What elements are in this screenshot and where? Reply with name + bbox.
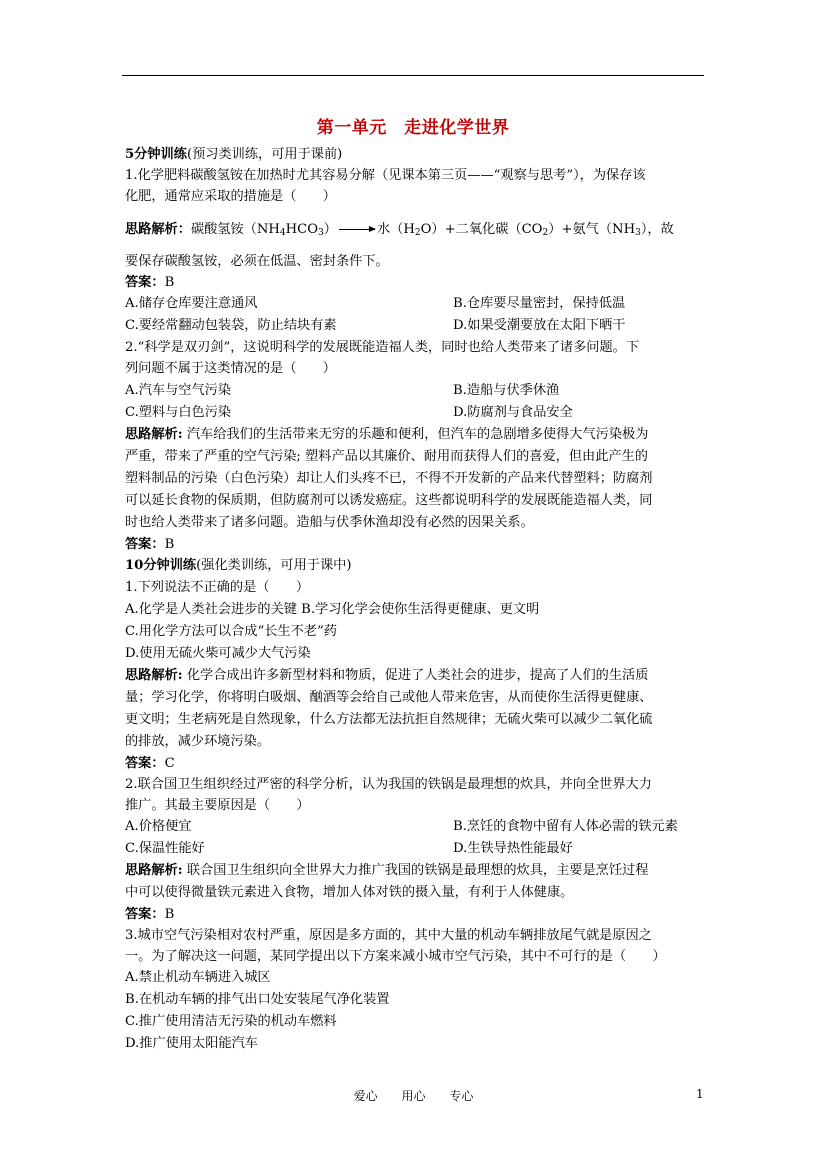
q2-line1: 2.“科学是双刃剑”，这说明科学的发展既能造福人类，同时也给人类带来了诸多问题。下 [125,340,639,355]
q3-analysis-line4: 的排放，减少环境污染。 [125,734,271,749]
q1-answer: 答案：B [125,275,175,290]
q2-option-c: C.塑料与白色污染 [125,405,232,420]
q2-analysis-line5: 时也给人类带来了诸多问题。造船与伏季休渔却没有必然的因果关系。 [125,515,534,530]
q5-line1: 3.城市空气污染相对农村严重，原因是多方面的，其中大量的机动车辆排放尾气就是原因之 [125,928,652,943]
q3-analysis-line2: 量；学习化学，你将明白吸烟、酗酒等会给自己或他人带来危害，从而使你生活得更健康、 [125,690,653,705]
q4-analysis-line1: 思路解析: 联合国卫生组织向全世界大力推广我国的铁锅是最理想的炊具，主要是烹饪过程 [125,863,649,878]
q3-line1: 1.下列说法不正确的是（ ） [125,580,310,595]
q5-option-c: C.推广使用清洁无污染的机动车燃料 [125,1014,337,1029]
q1-option-d: D.如果受潮要放在太阳下晒干 [453,318,626,333]
q5-option-a: A.禁止机动车辆进入城区 [125,970,271,985]
reaction-arrow-icon [339,229,375,230]
q2-option-a: A.汽车与空气污染 [125,383,232,398]
q4-line1: 2.联合国卫生组织经过严密的科学分析，认为我国的铁锅是最理想的炊具，并向全世界大力 [125,777,652,792]
q5-option-d: D.推广使用太阳能汽车 [125,1036,258,1051]
q3-option-c: C.用化学方法可以合成“长生不老”药 [125,624,337,639]
q3-option-d: D.使用无硫火柴可减少大气污染 [125,646,311,661]
q2-analysis-line1: 思路解析: 汽车给我们的生活带来无穷的乐趣和便利，但汽车的急剧增多使得大气污染极为 [125,427,649,442]
q4-answer: 答案：B [125,907,175,922]
q1-option-c: C.要经常翻动包装袋，防止结块有素 [125,318,337,333]
q1-option-a: A.储存仓库要注意通风 [125,296,258,311]
q4-option-a: A.价格便宜 [125,819,192,834]
q4-option-c: C.保温性能好 [125,841,205,856]
footer-word-1: 爱心 [353,1089,378,1103]
section-heading-10min: 10分钟训练(强化类训练，可用于课中) [125,558,352,573]
footer-word-2: 用心 [401,1089,426,1103]
page-title: 第一单元 走进化学世界 [316,118,510,138]
q2-analysis-line3: 塑料制品的污染（白色污染）却让人们头疼不已，不得不开发新的产品来代替塑料；防腐剂 [125,471,653,486]
q2-analysis-line2: 严重，带来了严重的空气污染; 塑料产品以其廉价、耐用而获得人们的喜爱，但由此产生的 [125,449,648,464]
q3-analysis-line1: 思路解析: 化学合成出许多新型材料和物质，促进了人类社会的进步，提高了人们的生活质 [125,668,649,683]
footer-word-3: 专心 [449,1089,474,1103]
q2-option-d: D.防腐剂与食品安全 [453,405,573,420]
q3-answer: 答案：C [125,756,175,771]
q5-line2: 一。为了解决这一问题，某同学提出以下方案来减小城市空气污染，其中不可行的是（ ） [125,949,666,964]
q2-option-b: B.造船与伏季休渔 [453,383,560,398]
q1-analysis-line2: 要保存碳酸氢铵，必须在低温、密封条件下。 [125,254,389,269]
q4-analysis-line2: 中可以使得微量铁元素进入食物，增加人体对铁的摄入量，有利于人体健康。 [125,885,574,900]
q2-answer: 答案：B [125,537,175,552]
section-heading-5min: 5分钟训练(预习类训练，可用于课前) [125,147,343,162]
q4-option-d: D.生铁导热性能最好 [453,841,573,856]
q4-line2: 推广。其最主要原因是（ ） [125,798,310,813]
q3-option-ab: A.化学是人类社会进步的关键 B.学习化学会使你生活得更健康、更文明 [125,602,540,617]
q2-analysis-line4: 可以延长食物的保质期，但防腐剂可以诱发癌症。这些都说明科学的发展既能造福人类，同 [125,493,653,508]
q1-option-b: B.仓库要尽量密封，保持低温 [453,296,626,311]
q4-option-b: B.烹饪的食物中留有人体必需的铁元素 [453,819,678,834]
q5-option-b: B.在机动车辆的排气出口处安装尾气净化装置 [125,992,390,1007]
q3-analysis-line3: 更文明；生老病死是自然现象，什么方法都无法抗拒自然规律；无硫火柴可以减少二氧化硫 [125,712,653,727]
page-number: 1 [696,1087,704,1101]
q1-analysis-line1: 思路解析：碳酸氢铵$(NH_4HCO_3)$ 水$(H_2O)+$二氧化碳$(CO_2)+$氨气$(NH_3)$，故 [125,222,674,238]
header-rule [122,75,704,76]
q1-line2: 化肥，通常应采取的措施是（ ） [125,189,336,204]
q1-line1: 1.化学肥料碳酸氢铵在加热时尤其容易分解（见课本第三页——“观察与思考”），为保存该 [125,168,646,183]
q2-line2: 列问题不属于这类情况的是（ ） [125,361,336,376]
